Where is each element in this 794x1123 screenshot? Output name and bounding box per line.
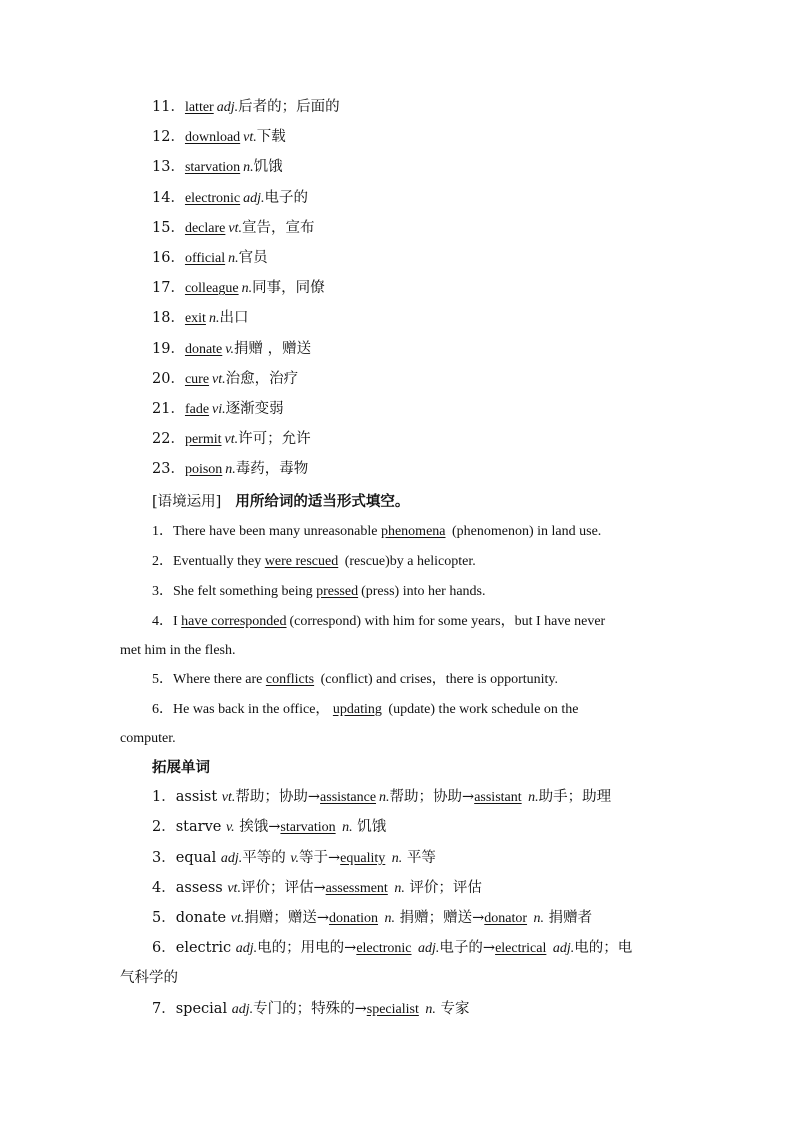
answer-word: donator [484,911,528,926]
part-of-speech: n. [243,160,254,176]
item-number: 3． [152,850,176,866]
text: 帮助；协助→ [389,789,475,805]
exercise-sentence [152,670,558,690]
meaning: 逐渐变弱 [225,401,284,417]
exercise-sentence [152,582,486,602]
vocab-item [152,278,325,299]
item-number: 22． [152,431,185,448]
item-number: 15． [152,219,185,236]
expand-item [152,787,611,808]
section-tag: [语境运用] [152,494,222,510]
text: 助手；助理 [538,789,612,805]
part-of-speech: n. [381,911,396,926]
answer-word: declare [184,220,226,236]
text: 等于→ [299,850,341,866]
answer-word: exit [184,311,206,327]
text: assist [175,789,222,805]
part-of-speech: vt. [230,911,245,926]
part-of-speech: vt. [224,432,239,448]
item-number: 6． [152,940,176,956]
answer-word: donate [184,341,223,357]
answer-word: were rescued [264,554,339,569]
meaning: 同事，同僚 [252,280,325,297]
item-number: 7． [152,1001,176,1017]
expand-item [152,999,469,1020]
item-number: 1． [152,524,173,539]
text: donate [175,910,231,926]
meaning: 下载 [256,129,286,146]
answer-word: have corresponded [181,614,287,629]
section-title-text: 拓展单词 [152,759,210,776]
answer-word: assistant [474,790,522,805]
answer-word: cure [184,371,210,387]
item-number: 4． [152,614,173,629]
item-number: 20． [152,370,185,387]
answer-word: starvation [280,820,336,835]
answer-word: electronic [184,190,241,206]
meaning: 饥饿 [253,159,283,176]
text: electric [175,940,236,956]
sentence-text: (update) the work schedule on the [384,702,579,717]
meaning: 官员 [238,250,268,266]
part-of-speech: v. [225,820,235,835]
sentence-text: (conflict) and crises，there is opportunity. [317,672,559,687]
part-of-speech: n. [524,790,539,805]
sentence-text: computer. [120,731,176,746]
answer-word: pressed [316,584,359,599]
sentence-text: met him in the flesh. [120,643,236,658]
part-of-speech: n. [338,820,353,835]
part-of-speech: vt. [227,881,241,896]
vocab-item [152,157,283,178]
answer-word: permit [184,432,222,448]
part-of-speech: vi. [212,402,226,417]
part-of-speech: n. [388,851,403,866]
meaning: 许可；允许 [238,431,311,448]
vocab-item [152,218,314,239]
expand-item [152,908,592,929]
part-of-speech: vt. [228,220,242,236]
answer-word: electrical [495,941,547,956]
answer-word: latter [184,100,214,115]
part-of-speech: n. [241,281,253,297]
text: 平等 [402,850,436,866]
part-of-speech: adj. [414,941,440,956]
part-of-speech: n. [228,251,239,266]
item-number: 2． [152,554,173,569]
vocab-item [152,248,268,269]
text: assess [175,880,228,896]
sentence-text: She felt something being [173,584,317,599]
answer-word: conflicts [265,672,315,687]
meaning: 出口 [219,310,249,327]
exercise-sentence [152,700,579,720]
sentence-text: (press) into her hands. [361,584,486,599]
answer-word: equality [340,851,386,866]
meaning: 治愈，治疗 [225,370,299,387]
part-of-speech: n. [530,911,545,926]
expand-item [152,938,632,959]
part-of-speech: adj. [216,100,239,115]
expand-item [152,878,482,899]
vocab-item [152,369,298,390]
section-title [152,758,210,778]
vocab-item [152,339,311,360]
part-of-speech: v. [290,851,300,866]
answer-word: poison [184,462,223,478]
item-number: 14． [152,189,185,206]
answer-word: starvation [184,160,241,176]
text: equal [175,850,221,866]
exercise-sentence [152,522,601,542]
exercise-sentence [152,552,476,572]
part-of-speech: vt. [243,130,257,146]
part-of-speech: n. [390,881,405,896]
answer-word: download [184,130,241,146]
text: 气科学的 [120,970,178,986]
sentence-continuation [120,641,235,661]
meaning: 后者的；后面的 [238,99,340,115]
part-of-speech: adj. [231,1002,254,1017]
item-number: 3． [152,584,173,599]
item-number: 11． [152,99,185,115]
sentence-text: (phenomenon) in land use. [448,524,602,539]
text: 评价；评估 [404,880,482,896]
sentence-text: Eventually they [173,554,265,569]
meaning: 宣告，宣布 [241,219,315,236]
answer-word: assessment [325,881,388,896]
text: 电的；电 [574,940,633,956]
text: 捐赠；赠送→ [244,910,330,926]
section-instruction: 用所给词的适当形式填空。 [235,493,410,510]
vocab-item [152,429,311,450]
sentence-text: (rescue)by a helicopter. [341,554,476,569]
item-number: 21． [152,401,185,417]
meaning: 捐赠 ，赠送 [233,340,312,357]
vocab-item [152,97,340,118]
sentence-text: I [173,614,182,629]
expand-item [152,848,436,869]
part-of-speech: n. [225,462,236,478]
part-of-speech: adj. [243,190,265,206]
meaning: 毒药，毒物 [235,461,309,478]
answer-word: electronic [356,941,412,956]
text: 电的；用电的→ [257,940,357,956]
text: 专家 [435,1001,470,1017]
item-number: 12． [152,129,185,146]
text: 捐赠者 [544,910,593,926]
vocab-item [152,188,308,209]
sentence-text: (correspond) with him for some years，but I have never [289,614,606,629]
answer-word: donation [329,911,379,926]
item-number: 4． [152,880,176,896]
item-number: 23． [152,461,185,478]
part-of-speech: vt. [212,371,226,387]
part-of-speech: v. [225,341,234,357]
part-of-speech: adj. [235,941,258,956]
text: 帮助；协助→ [235,789,321,805]
sentence-text: He was back in the office， [173,702,333,717]
item-number: 16． [152,250,185,266]
answer-word: updating [332,702,382,717]
vocab-item [152,459,308,480]
item-number: 6． [152,702,173,717]
answer-word: phenomena [380,524,446,539]
part-of-speech: n. [379,790,390,805]
text: 捐赠；赠送→ [395,910,485,926]
text: 电子的→ [439,940,496,956]
text: special [175,1001,232,1017]
item-number: 17． [152,280,185,297]
vocab-item [152,127,286,148]
sentence-continuation [120,729,176,749]
answer-word: specialist [366,1002,419,1017]
meaning: 电子的 [264,189,309,206]
vocab-item [152,399,284,420]
item-number: 1． [152,789,176,805]
sentence-text: Where there are [173,672,266,687]
item-number: 13． [152,159,185,176]
part-of-speech: vt. [221,790,236,805]
part-of-speech: adj. [549,941,575,956]
item-number: 5． [152,910,176,926]
text: 饥饿 [352,819,387,835]
text: starve [175,819,226,835]
text: 评价；评估→ [240,880,326,896]
answer-word: fade [184,402,210,417]
vocab-item [152,308,248,329]
item-number: 2． [152,819,176,835]
part-of-speech: adj. [220,851,243,866]
part-of-speech: n. [421,1002,436,1017]
sentence-text: There have been many unreasonable [173,524,381,539]
expand-item [152,817,386,838]
exercise-sentence [152,612,605,632]
section-heading [152,492,409,512]
text: 挨饿→ [234,819,281,835]
answer-word: official [184,251,226,266]
expand-continuation [120,968,178,988]
item-number: 19． [152,340,185,357]
part-of-speech: n. [208,311,220,327]
text: 专门的；特殊的→ [253,1001,367,1017]
item-number: 5． [152,672,173,687]
text: 平等的 [242,850,291,866]
answer-word: assistance [320,790,377,805]
item-number: 18． [152,310,185,327]
answer-word: colleague [184,281,239,297]
